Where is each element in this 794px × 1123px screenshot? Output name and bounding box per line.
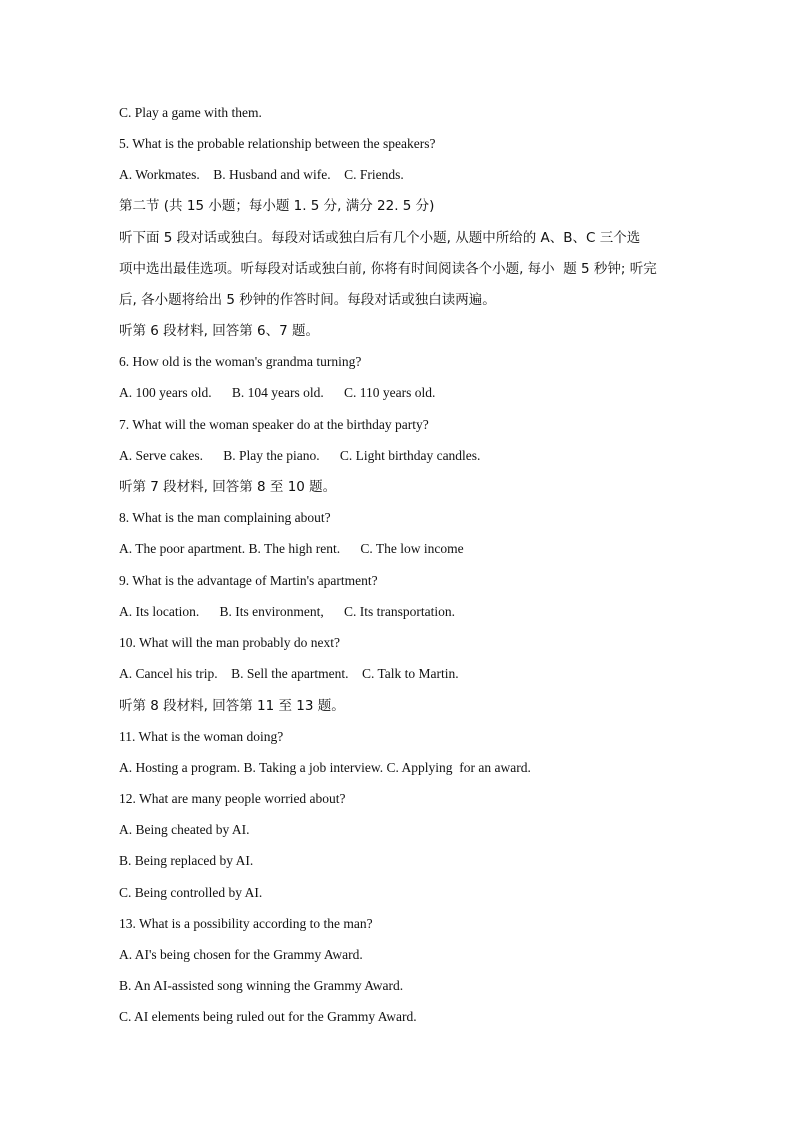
question-13-option-c: C. AI elements being ruled out for the Grammy Award. [119,1009,417,1024]
question-12-option-a: A. Being cheated by AI. [119,822,250,837]
question-7: 7. What will the woman speaker do at the birthday party? [119,417,429,432]
section-2-instructions-line-3: 后, 各小题将给出 5 秒钟的作答时间。每段对话或独白读两遍。 [119,292,496,308]
question-5: 5. What is the probable relationship between the speakers? [119,136,436,151]
question-4-option-c: C. Play a game with them. [119,105,262,120]
question-9-options: A. Its location. B. Its environment, C. Its transportation. [119,604,455,619]
material-8-heading: 听第 8 段材料, 回答第 11 至 13 题。 [119,698,345,714]
question-11: 11. What is the woman doing? [119,729,284,744]
question-12-option-b: B. Being replaced by AI. [119,853,254,868]
question-13-option-a: A. AI's being chosen for the Grammy Award. [119,947,363,962]
question-9: 9. What is the advantage of Martin's apartment? [119,573,378,588]
question-8-options: A. The poor apartment. B. The high rent. C. The low income [119,541,464,556]
question-10: 10. What will the man probably do next? [119,635,340,650]
question-12: 12. What are many people worried about? [119,791,346,806]
section-2-instructions-line-1: 听下面 5 段对话或独白。每段对话或独白后有几个小题, 从题中所给的 A、B、C 三个选 [119,230,641,246]
question-11-options: A. Hosting a program. B. Taking a job interview. C. Applying for an award. [119,760,531,775]
question-5-options: A. Workmates. B. Husband and wife. C. Friends. [119,167,404,182]
question-6-options: A. 100 years old. B. 104 years old. C. 110 years old. [119,385,436,400]
question-13: 13. What is a possibility according to the man? [119,916,373,931]
material-6-heading: 听第 6 段材料, 回答第 6、7 题。 [119,323,320,339]
material-7-heading: 听第 7 段材料, 回答第 8 至 10 题。 [119,479,337,495]
question-12-option-c: C. Being controlled by AI. [119,885,263,900]
question-6: 6. How old is the woman's grandma turning? [119,354,362,369]
section-2-heading: 第二节 (共 15 小题；每小题 1. 5 分, 满分 22. 5 分) [119,198,435,214]
question-10-options: A. Cancel his trip. B. Sell the apartment. C. Talk to Martin. [119,666,459,681]
question-8: 8. What is the man complaining about? [119,510,331,525]
question-13-option-b: B. An AI-assisted song winning the Grammy Award. [119,978,404,993]
question-7-options: A. Serve cakes. B. Play the piano. C. Light birthday candles. [119,448,481,463]
section-2-instructions-line-2: 项中选出最佳选项。听每段对话或独白前, 你将有时间阅读各个小题, 每小 题 5 秒钟; 听完 [119,261,657,277]
